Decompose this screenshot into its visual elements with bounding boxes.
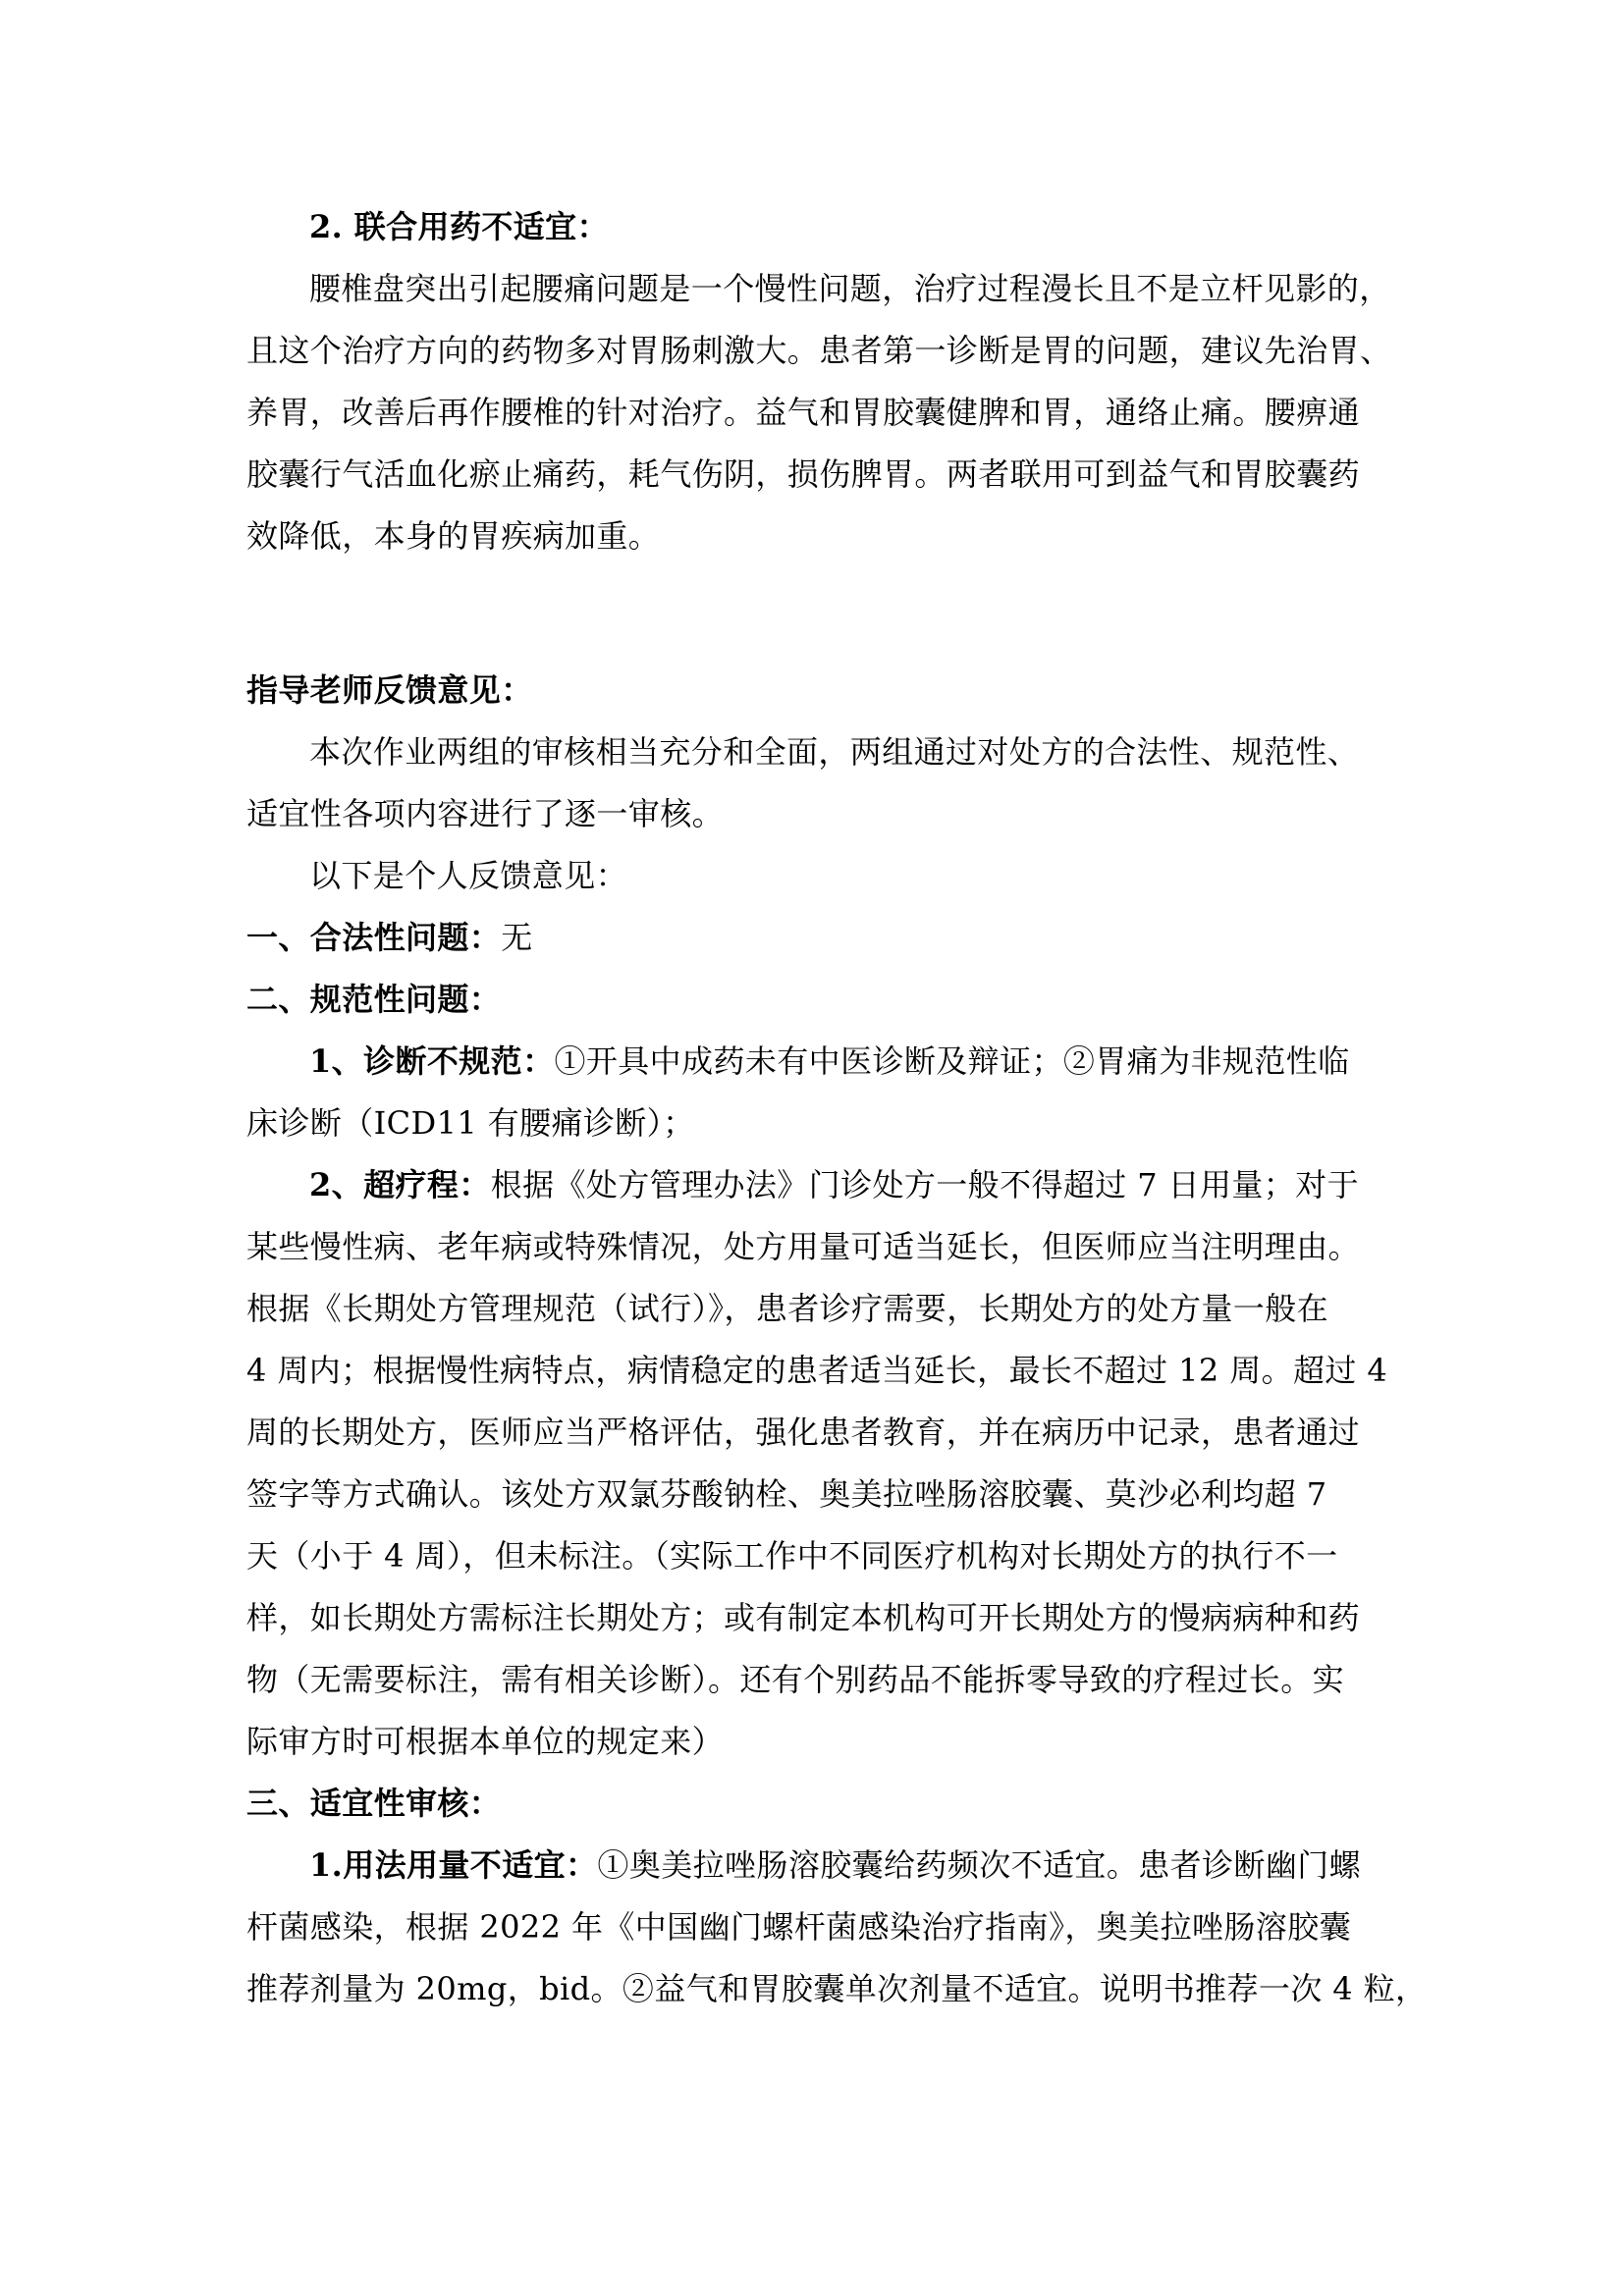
document-body [246,196,1428,2020]
standard-item-2-label: 2、超疗程： [309,1166,491,1203]
paragraph-line: 效降低，本身的胃疾病加重。 [246,517,661,555]
paragraph-line: 推荐剂量为 20mg，bid。②益气和胃胶囊单次剂量不适宜。说明书推荐一次 4 粒， [246,1970,1428,2007]
standard-heading: 二、规范性问题： [246,981,502,1018]
paragraph-line: 杆菌感染，根据 2022 年《中国幽门螺杆菌感染治疗指南》，奥美拉唑肠溶胶囊 [246,1908,1351,1946]
paragraph-line: 本次作业两组的审核相当充分和全面，两组通过对处方的合法性、规范性、 [309,733,1360,771]
suitability-item-1 [246,1835,1385,1896]
paragraph-line: 天（小于 4 周），但未标注。（实际工作中不同医疗机构对长期处方的执行不一 [246,1537,1338,1575]
paragraph-line: 4 周内；根据慢性病特点，病情稳定的患者适当延长，最长不超过 12 周。超过 4 [246,1352,1388,1389]
suitability-item-1-label: 1.用法用量不适宜： [309,1846,598,1884]
paragraph-line: 签字等方式确认。该处方双氯芬酸钠栓、奥美拉唑肠溶胶囊、莫沙必利均超 7 [246,1475,1327,1513]
paragraph-line: 某些慢性病、老年病或特殊情况，处方用量可适当延长，但医师应当注明理由。 [246,1228,1361,1265]
paragraph-line: 以下是个人反馈意见： [309,857,628,894]
paragraph-line: 周的长期处方，医师应当严格评估，强化患者教育，并在病历中记录，患者通过 [246,1414,1361,1451]
paragraph-line: 床诊断（ICD11 有腰痛诊断）； [246,1104,695,1142]
section-heading-combined-medication: 2. 联合用药不适宜： [309,208,609,245]
paragraph-line: 样，如长期处方需标注长期处方；或有制定本机构可开长期处方的慢病病种和药 [246,1599,1361,1636]
paragraph-line: 腰椎盘突出引起腰痛问题是一个慢性问题，治疗过程漫长且不是立杆见影的， [309,270,1391,307]
feedback-heading: 指导老师反馈意见： [246,671,533,709]
paragraph-line: 际审方时可根据本单位的规定来） [246,1723,725,1760]
standard-item-2-text: 根据《处方管理办法》门诊处方一般不得超过 7 日用量；对于 [490,1166,1359,1203]
suitability-heading: 三、适宜性审核： [246,1785,502,1822]
paragraph-line: 且这个治疗方向的药物多对胃肠刺激大。患者第一诊断是胃的问题，建议先治胃、 [246,332,1392,369]
legality-label: 一、合法性问题： [246,919,502,956]
standard-item-1-label: 1、诊断不规范： [309,1042,555,1080]
paragraph-line: 养胃，改善后再作腰椎的针对治疗。益气和胃胶囊健脾和胃，通络止痛。腰痹通 [246,394,1361,431]
standard-item-1-text: ①开具中成药未有中医诊断及辩证；②胃痛为非规范性临 [554,1042,1350,1080]
suitability-item-1-text: ①奥美拉唑肠溶胶囊给药频次不适宜。患者诊断幽门螺 [597,1846,1362,1884]
spacer [246,567,1385,660]
legality-value: 无 [501,919,533,956]
standard-item-1 [246,1031,1385,1093]
legality-row [246,907,1385,969]
paragraph-line: 根据《长期处方管理规范（试行）》，患者诊疗需要，长期处方的处方量一般在 [246,1290,1329,1327]
paragraph-line: 适宜性各项内容进行了逐一审核。 [246,795,725,832]
paragraph-line: 胶囊行气活血化瘀止痛药，耗气伤阴，损伤脾胃。两者联用可到益气和胃胶囊药 [246,455,1361,493]
standard-item-2 [246,1154,1385,1216]
paragraph-line: 物（无需要标注，需有相关诊断）。还有个别药品不能拆零导致的疗程过长。实 [246,1661,1345,1698]
